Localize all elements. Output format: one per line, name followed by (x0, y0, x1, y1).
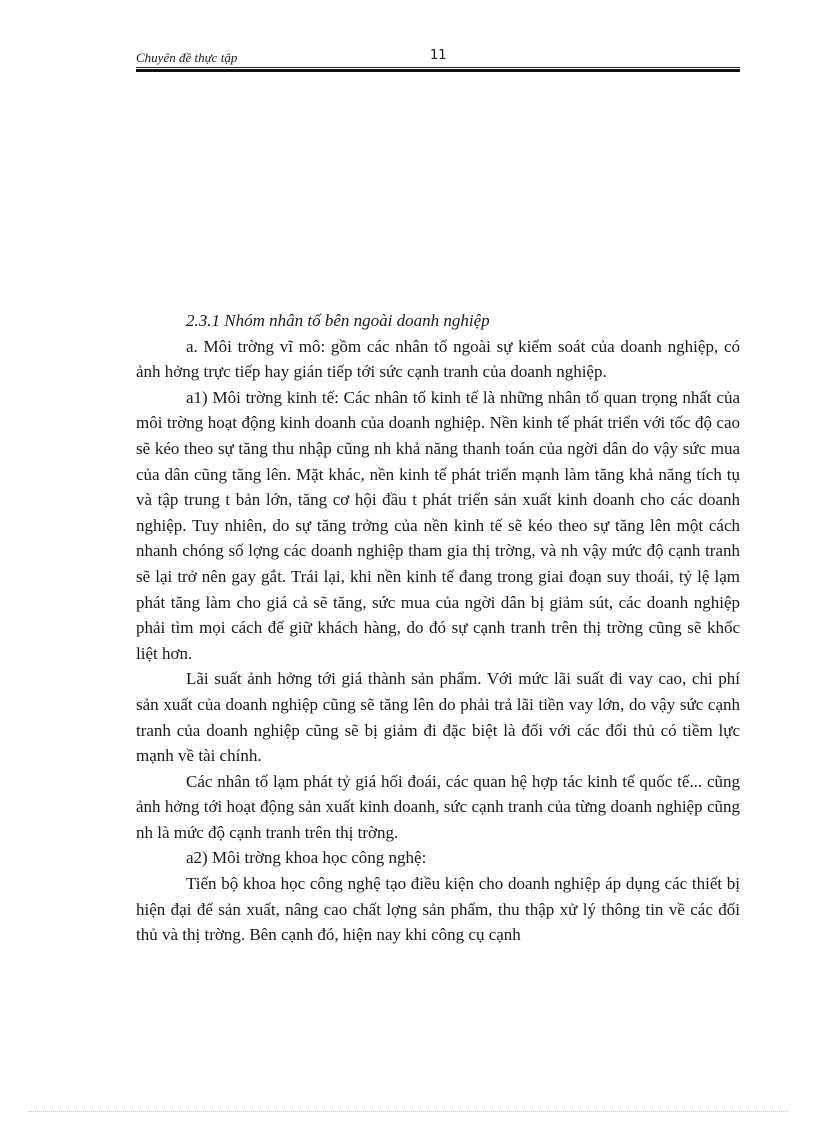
paragraph-tech-environment: Tiến bộ khoa học công nghệ tạo điều kiện cho doanh nghiệp áp dụng các thiết bị hiện đại để sản xuất, nâng cao chất lợng sản phẩm, thu thập xử lý thông tin về các đối thủ và thị trờng. Bên cạnh đó, hiện nay khi công cụ cạnh (136, 874, 740, 945)
page-header (136, 48, 740, 68)
paragraph-interest-rate: Lãi suất ảnh hởng tới giá thành sản phẩm. Với mức lãi suất đi vay cao, chi phí sản xuất của doanh nghiệp cũng sẽ tăng lên do phải trả lãi tiền vay lớn, do vậy sức cạnh tranh của doanh nghiệp cũng sẽ bị giảm đi đặc biệt là đối với các đối thủ có tiềm lực mạnh về tài chính. (136, 669, 740, 766)
header-title: Chuyên đề thực tập (136, 50, 238, 65)
paragraph-macro-environment: a. Môi trờng vĩ mô: gồm các nhân tố ngoài sự kiểm soát của doanh nghiệp, có ảnh hởng trực tiếp hay gián tiếp tới sức cạnh tranh của doanh nghiệp. (136, 336, 740, 382)
paragraph-economic-environment: a1) Môi trờng kinh tế: Các nhân tố kinh tế là những nhân tố quan trọng nhất của môi trờng hoạt động kinh doanh của doanh nghiệp. Nền kinh tế phát triển với tốc độ cao sẽ kéo theo sự tăng thu nhập cũng nh khả năng thanh toán của ngời dân do vậy sức mua của dân cũng tăng lên. Mặt khác, nền kinh tế phát triển mạnh làm tăng khả năng tích tụ và tập trung t bản lớn, tăng cơ hội đầu t phát triển sản xuất kinh doanh cho các doanh nghiệp. Tuy nhiên, do sự tăng trởng của nền kinh tế sẽ kéo theo sự tăng lên một cách nhanh chóng số lợng các doanh nghiệp tham gia thị trờng, và nh vậy mức độ cạnh tranh sẽ lại trở nên gay gắt. Trái lại, khi nền kinh tế đang trong giai đoạn suy thoái, tỷ lệ lạm phát tăng làm cho giá cả sẽ tăng, sức mua của ngời dân bị giảm sút, các doanh nghiệp phải tìm mọi cách để giữ khách hàng, do đó sự cạnh tranh trên thị trờng cũng sẽ khốc liệt hơn. (136, 387, 740, 663)
header-rule-thick (136, 69, 740, 72)
header-rule-thin (136, 67, 740, 68)
page-number: 11 (430, 48, 447, 63)
page-bottom-border (28, 1111, 788, 1112)
paragraph-tech-heading: a2) Môi trờng khoa học công nghệ: (186, 848, 427, 868)
section-heading: 2.3.1 Nhóm nhân tố bên ngoài doanh nghiệp (186, 311, 490, 330)
paragraph-inflation-exchange: Các nhân tố lạm phát tỷ giá hối đoái, các quan hệ hợp tác kinh tế quốc tế... cũng ảnh hởng tới hoạt động sản xuất kinh doanh, sức cạnh tranh của từng doanh nghiệp cũng nh là mức độ cạnh tranh trên thị trờng. (136, 771, 740, 842)
page-body (136, 308, 740, 948)
